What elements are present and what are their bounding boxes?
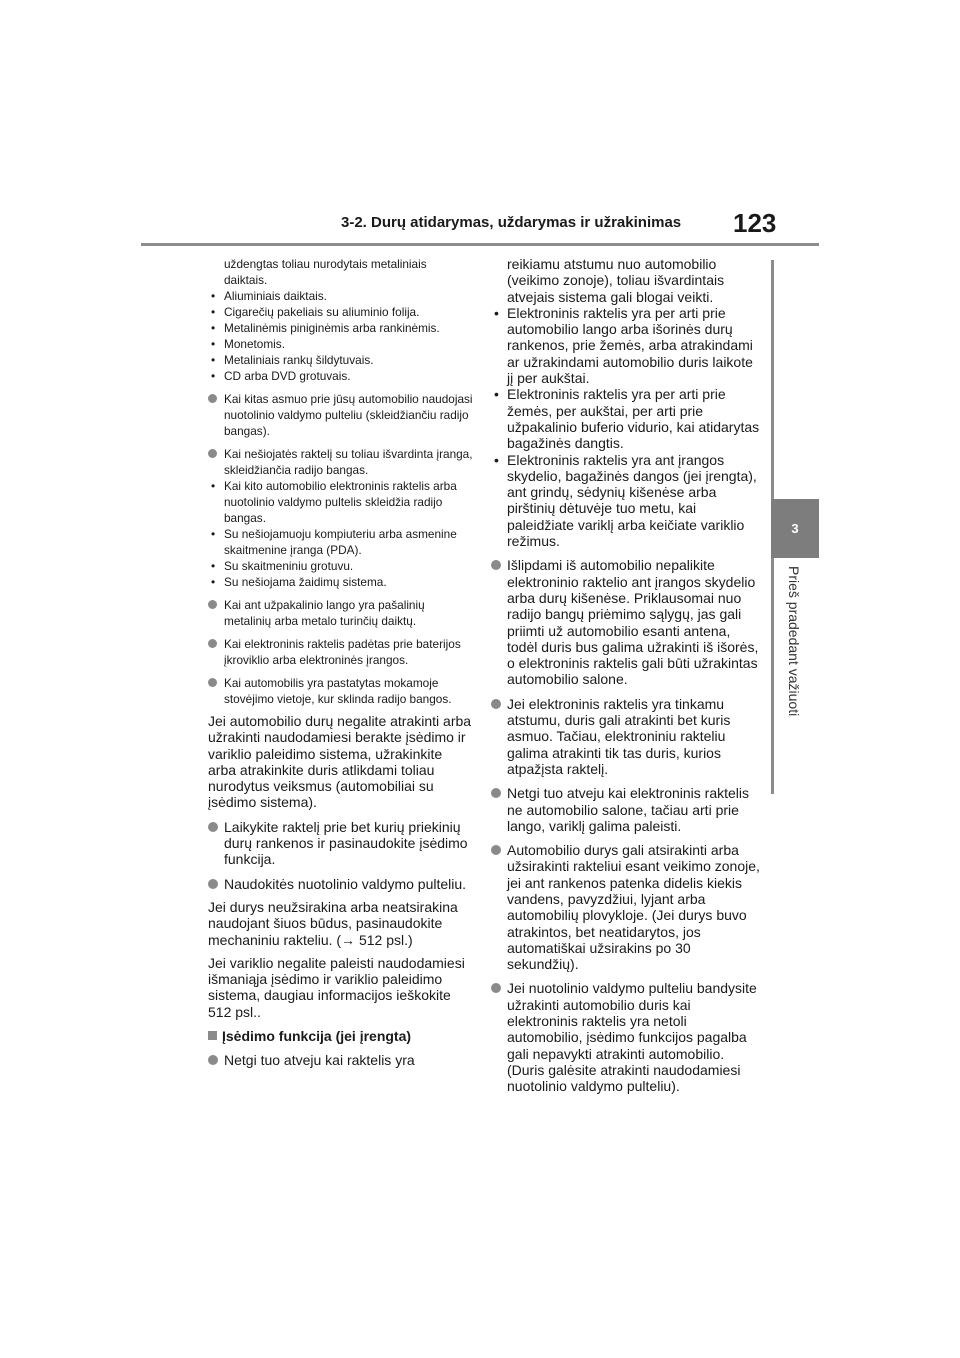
- bullet-item: Kai kitas asmuo prie jūsų automobilio naudojasi nuotolinio valdymo pulteliu (skleidžiančiu radijo bangas).: [208, 391, 473, 439]
- paragraph: reikiamu atstumu nuo automobilio (veikimo zonoje), toliau išvardintais atvejais sistema gali blogai veikti.: [507, 256, 725, 305]
- intro-text: uždengtas toliau nurodytais metaliniais daiktais.: [224, 257, 427, 287]
- side-line-top: [771, 260, 774, 499]
- list-item: • Elektroninis raktelis yra ant įrangos skydelio, bagažinės dangos (jei įrengta), ant grindų, sėdynių kišenėse arba pirštinių dėtuvėje tuo metu, kai paleidžiate variklį arba keičiate variklio režimus.: [494, 451, 757, 550]
- list-item: • Su skaitmeniniu grotuvu.: [211, 559, 354, 573]
- list-item: • Elektroninis raktelis yra per arti prie žemės, per aukštai, per arti prie užpakalinio buferio vidurio, kai atidarytas bagažinės dangtis.: [494, 386, 760, 452]
- bullet-dot-icon: [208, 822, 218, 832]
- list-item: • Metalinėmis piniginėmis arba rankinėmis.: [211, 321, 440, 335]
- bullet-item: Netgi tuo atveju kai raktelis yra: [208, 1052, 473, 1068]
- bullet-dot-icon: [208, 879, 218, 889]
- square-bullet-icon: [208, 1031, 217, 1040]
- bullet-dot-icon: [208, 449, 217, 458]
- list-item: • Cigarečių pakeliais su aliuminio folija.: [211, 305, 420, 319]
- side-line-bottom: [771, 558, 774, 794]
- bullet-dot-icon: [491, 845, 501, 855]
- list-item: • Su nešiojamuoju kompiuteriu arba asmenine skaitmenine įranga (PDA).: [211, 527, 457, 557]
- chapter-label: Prieš pradedant važiuoti: [786, 566, 802, 717]
- bullet-dot-icon: [208, 600, 217, 609]
- bullet-item: Išlipdami iš automobilio nepalikite elektroninio raktelio ant įrangos skydelio arba durų kišenėse. Priklausomai nuo radijo bangų priėmimo sąlygų, jas gali priimti už automobilio esanti antena, todėl duris bus galima užrakinti iš išorės, o elektroninis raktelis gali būti užrakintas automobilio salone.: [491, 557, 761, 687]
- paragraph: Jei durys neužsirakina arba neatsirakina naudojant šiuos būdus, pasinaudokite mechaniniu rakteliu. (→ 512 psl.): [208, 898, 458, 948]
- bullet-dot-icon: [491, 983, 501, 993]
- bullet-item: Netgi tuo atveju kai elektroninis raktelis ne automobilio salone, tačiau arti prie lango, variklį galima paleisti.: [491, 785, 761, 834]
- right-column: [491, 256, 761, 1095]
- section-heading: Įsėdimo funkcija (jei įrengta): [208, 1028, 473, 1044]
- bullet-dot-icon: [208, 394, 217, 403]
- bullet-dot-icon: [491, 788, 501, 798]
- left-column: [208, 256, 473, 1069]
- list-item: • Kai kito automobilio elektroninis raktelis arba nuotolinio valdymo pultelis skleidžia radijo bangas.: [211, 479, 457, 525]
- list-item: • Monetomis.: [211, 337, 285, 351]
- page-number: 123: [733, 208, 777, 238]
- bullet-dot-icon: [491, 699, 501, 709]
- page-header-title: 3-2. Durų atidarymas, uždarymas ir užrakinimas: [341, 214, 682, 231]
- list-item: • Metaliniais rankų šildytuvais.: [211, 353, 374, 367]
- list-item: • Aliuminiais daiktais.: [211, 289, 327, 303]
- bullet-item: Automobilio durys gali atsirakinti arba užsirakinti rakteliui esant veikimo zonoje, jei ant rankenos patenka didelis kiekis vandens, pavyzdžiui, lyjant arba automobilių plovykloje. (Jei durys buvo atrakintos, bet neatidarytos, jos automatiškai užsirakins po 30 sekundžių).: [491, 842, 761, 972]
- bullet-dot-icon: [491, 560, 501, 570]
- header-rule: [141, 243, 819, 246]
- paragraph: Jei variklio negalite paleisti naudodamiesi išmaniąja įsėdimo ir variklio paleidimo sistema, daugiau informacijos ieškokite 512 psl..: [208, 954, 465, 1020]
- chapter-tab: 3: [771, 499, 819, 558]
- bullet-dot-icon: [208, 1055, 218, 1065]
- bullet-item: Jei elektroninis raktelis yra tinkamu atstumu, duris gali atrakinti bet kuris asmuo. Tačiau, elektroniniu rakteliu galima atrakinti tik tas duris, kurios atpažįsta raktelį.: [491, 696, 761, 777]
- list-item: • CD arba DVD grotuvais.: [211, 369, 351, 383]
- bullet-item: Naudokitės nuotolinio valdymo pulteliu.: [208, 876, 473, 892]
- bullet-item: Kai elektroninis raktelis padėtas prie baterijos įkroviklio arba elektroninės įrangos.: [208, 636, 473, 668]
- list-item: • Su nešiojama žaidimų sistema.: [211, 575, 387, 589]
- bullet-item: Kai nešiojatės raktelį su toliau išvardinta įranga, skleidžiančia radijo bangas.: [208, 446, 473, 478]
- bullet-item: Kai automobilis yra pastatytas mokamoje stovėjimo vietoje, kur sklinda radijo bangos.: [208, 675, 473, 707]
- bullet-dot-icon: [208, 639, 217, 648]
- paragraph: Jei automobilio durų negalite atrakinti arba užrakinti naudodamiesi berakte įsėdimo ir variklio paleidimo sistema, užrakinkite arba atrakinkite duris atlikdami toliau nurodytus veiksmus (automobiliai su įsėdimo sistema).: [208, 713, 472, 811]
- bullet-item: Laikykite raktelį prie bet kurių priekinių durų rankenos ir pasinaudokite įsėdimo funkcija.: [208, 819, 473, 868]
- bullet-dot-icon: [208, 678, 217, 687]
- bullet-item: Jei nuotolinio valdymo pulteliu bandysite užrakinti automobilio duris kai elektroninis raktelis yra netoli automobilio, įsėdimo funkcijos pagalba gali nepavykti atrakinti automobilio. (Duris galėsite atrakinti naudodamiesi nuotolinio valdymo pulteliu).: [491, 980, 761, 1094]
- bullet-item: Kai ant užpakalinio lango yra pašalinių metalinių arba metalo turinčių daiktų.: [208, 597, 473, 629]
- list-item: • Elektroninis raktelis yra per arti prie automobilio lango arba išorinės durų rankenos, prie žemės, arba atrakindami ar užrakindami automobilio duris laikote jį per aukštai.: [494, 304, 753, 387]
